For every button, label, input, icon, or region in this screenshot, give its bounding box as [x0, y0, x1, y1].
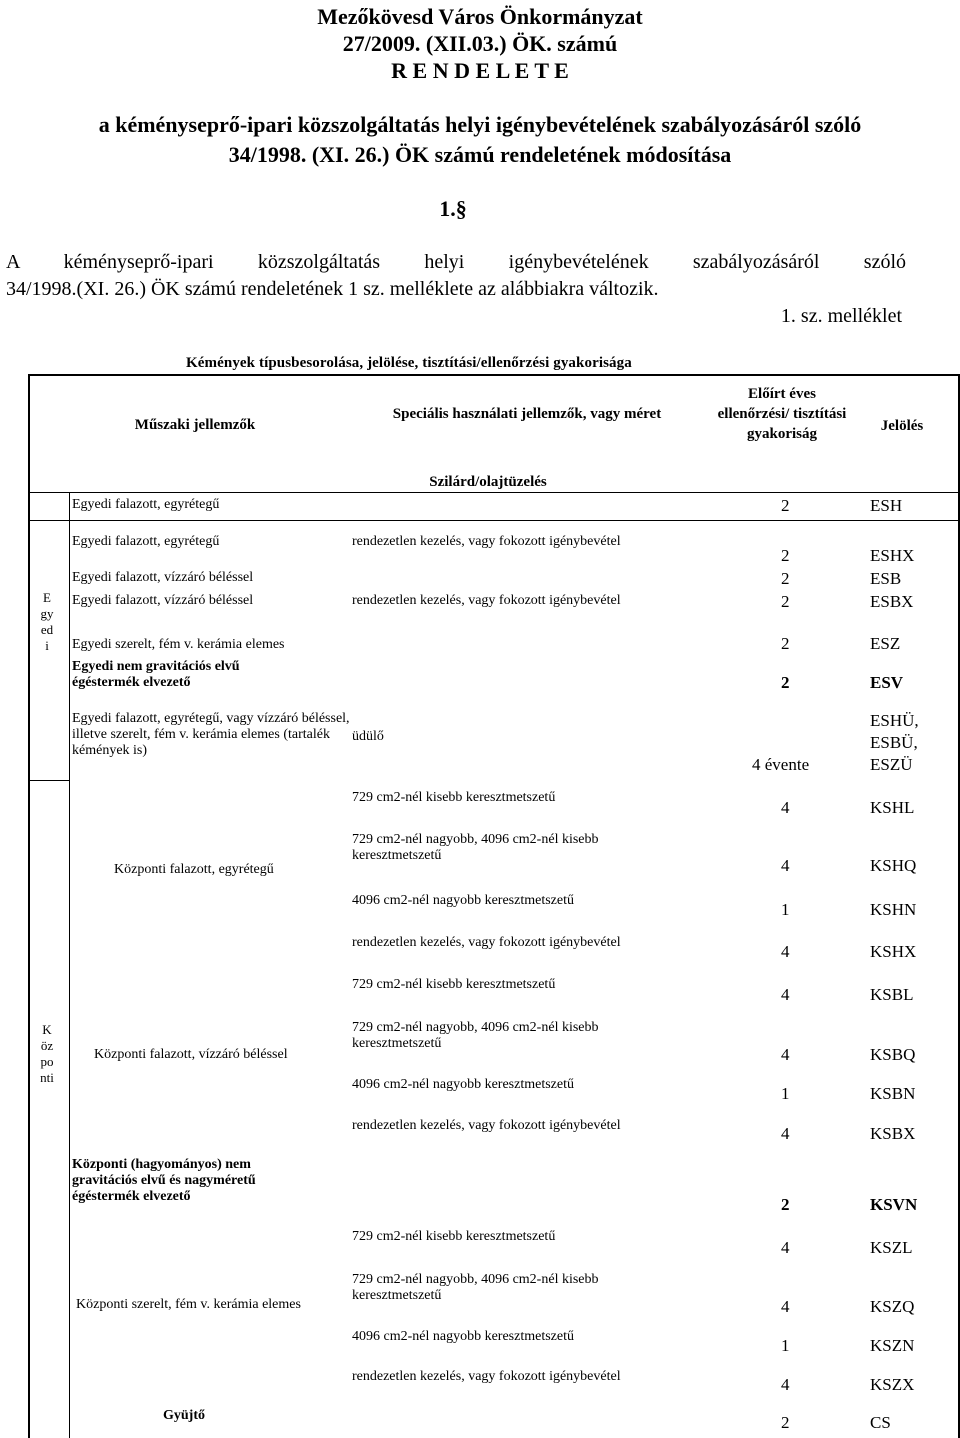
document-type: R E N D E L E T E — [391, 58, 569, 83]
table-row-frequency: 1 — [781, 1336, 790, 1355]
table-row-frequency: 2 — [781, 569, 790, 588]
table-row-mark: ESV — [870, 673, 904, 692]
table-row-special: rendezetlen kezelés, vagy fokozott igénybevétel — [352, 593, 621, 608]
group-label-individual: Egyedi — [40, 590, 54, 653]
table-row-frequency: 4 — [781, 1124, 790, 1143]
table-row-frequency: 4 — [781, 1045, 790, 1064]
table-row-special: 729 cm2-nél nagyobb, 4096 cm2-nél kisebb keresztmetszetű — [352, 1272, 599, 1303]
table-row-tech: Egyedi falazott, vízzáró béléssel — [72, 593, 254, 608]
table-row-mark: KSHL — [870, 798, 915, 817]
decree-subject-line1: a kéményseprő-ipari közszolgáltatás helyi igénybevételének szabályozásáról szóló — [98, 112, 862, 137]
group-label-central: Központi — [40, 1022, 54, 1085]
table-row-frequency: 2 — [781, 592, 790, 611]
decree-subject-line2: 34/1998. (XI. 26.) ÖK számú rendeletének módosítása — [228, 142, 732, 167]
table-top-border — [28, 374, 959, 376]
table-row-mark: KSZL — [870, 1238, 913, 1257]
table-row-tech: Egyedi falazott, egyrétegű — [72, 497, 220, 512]
table-row-tech: Központi falazott, vízzáró béléssel — [94, 1047, 288, 1062]
table-row-frequency: 4 — [781, 942, 790, 961]
body-text-line1: A kéményseprő-ipari közszolgáltatás helyi igénybevételének szabályozásáról szóló — [6, 251, 906, 273]
table-row-special: rendezetlen kezelés, vagy fokozott igénybevétel — [352, 534, 621, 549]
table-row-tech: Egyedi falazott, egyrétegű — [72, 534, 220, 549]
table-row-special: 4096 cm2-nél nagyobb keresztmetszetű — [352, 1329, 574, 1344]
table-row-frequency: 2 — [781, 673, 790, 692]
table-row-frequency: 4 évente — [752, 755, 810, 774]
table-row-tech: Központi (hagyományos) nem gravitációs elvű és nagyméretű égéstermék elvezető — [72, 1157, 256, 1204]
table-row-mark: CS — [870, 1413, 891, 1432]
group-divider — [28, 780, 70, 781]
table-row-frequency: 2 — [781, 1195, 790, 1214]
table-row-frequency: 2 — [781, 546, 790, 565]
table-row-mark: ESHÜ, ESBÜ, ESZÜ — [870, 711, 919, 774]
annex-label: 1. sz. melléklet — [780, 305, 902, 327]
table-row-mark: KSZX — [870, 1375, 915, 1394]
table-row-special: 729 cm2-nél kisebb keresztmetszetű — [352, 1229, 556, 1244]
table-row-mark: KSHQ — [870, 856, 917, 875]
table-row-frequency: 1 — [781, 900, 790, 919]
table-row-mark: ESHX — [870, 546, 915, 565]
table-row-tech: Egyedi szerelt, fém v. kerámia elemes — [72, 637, 285, 652]
table-row-frequency: 1 — [781, 1084, 790, 1103]
table-row-mark: KSBL — [870, 985, 914, 1004]
table-row-frequency: 2 — [781, 496, 790, 515]
table-row-mark: KSZN — [870, 1336, 915, 1355]
column-header-special: Speciális használati jellemzők, vagy méret — [392, 406, 662, 422]
section-number: 1.§ — [439, 196, 467, 221]
table-left-border — [28, 374, 30, 1438]
table-row-mark: KSVN — [870, 1195, 918, 1214]
table-row-mark: KSHX — [870, 942, 917, 961]
table-row-mark: KSHN — [870, 900, 917, 919]
table-row-frequency: 4 — [781, 1238, 790, 1257]
header-divider — [28, 492, 959, 493]
table-row-frequency: 4 — [781, 1297, 790, 1316]
table-row-tech: Egyedi nem gravitációs elvű égéstermék elvezető — [72, 659, 240, 690]
table-row-mark: KSZQ — [870, 1297, 915, 1316]
table-row-frequency: 2 — [781, 634, 790, 653]
fuel-subheader: Szilárd/olajtüzelés — [429, 474, 547, 490]
table-row-special: 729 cm2-nél kisebb keresztmetszetű — [352, 977, 556, 992]
table-row-mark: KSBX — [870, 1124, 916, 1143]
table-row-special: rendezetlen kezelés, vagy fokozott igénybevétel — [352, 935, 621, 950]
table-row-mark: KSBN — [870, 1084, 916, 1103]
table-row-mark: ESH — [870, 496, 903, 515]
column-header-tech: Műszaki jellemzők — [134, 417, 256, 433]
table-row-tech: Egyedi falazott, vízzáró béléssel — [72, 570, 254, 585]
table-row-mark: KSBQ — [870, 1045, 916, 1064]
table-row-frequency: 4 — [781, 856, 790, 875]
table-row-frequency: 4 — [781, 985, 790, 1004]
table-row-mark: ESBX — [870, 592, 914, 611]
table-row-tech: Egyedi falazott, egyrétegű, vagy vízzáró béléssel, illetve szerelt, fém v. kerámia elemes (tartalék kémények is) — [72, 711, 350, 758]
table-row-special: 729 cm2-nél kisebb keresztmetszetű — [352, 790, 556, 805]
table-row-frequency: 4 — [781, 798, 790, 817]
table-row-special: 729 cm2-nél nagyobb, 4096 cm2-nél kisebb keresztmetszetű — [352, 832, 599, 863]
table-row-mark: ESZ — [870, 634, 901, 653]
table-row-special: 4096 cm2-nél nagyobb keresztmetszetű — [352, 893, 574, 908]
table-row-special: rendezetlen kezelés, vagy fokozott igénybevétel — [352, 1369, 621, 1384]
table-row-special: 4096 cm2-nél nagyobb keresztmetszetű — [352, 1077, 574, 1092]
table-row-frequency: 2 — [781, 1413, 790, 1432]
decree-number: 27/2009. (XII.03.) ÖK. számú — [342, 31, 618, 56]
row-divider-1 — [28, 520, 959, 521]
group-column-divider — [69, 492, 70, 1438]
table-row-frequency: 4 — [781, 1375, 790, 1394]
table-row-tech: Központi falazott, egyrétegű — [114, 862, 274, 877]
table-row-special: rendezetlen kezelés, vagy fokozott igénybevétel — [352, 1118, 621, 1133]
table-row-mark: ESB — [870, 569, 902, 588]
table-row-tech: Központi szerelt, fém v. kerámia elemes — [76, 1297, 301, 1312]
document-authority: Mezőkövesd Város Önkormányzat — [317, 4, 643, 29]
table-row-special: 729 cm2-nél nagyobb, 4096 cm2-nél kisebb keresztmetszetű — [352, 1020, 599, 1051]
body-text-line2: 34/1998.(XI. 26.) ÖK számú rendeletének 1 sz. melléklete az alábbiakra változik. — [6, 278, 659, 300]
table-title: Kémények típusbesorolása, jelölése, tisztítási/ellenőrzési gyakorisága — [186, 355, 632, 371]
column-header-frequency: Előírt éves ellenőrzési/ tisztítási gyakoriság — [717, 386, 847, 442]
table-row-tech: Gyüjtő — [163, 1408, 205, 1423]
column-header-mark: Jelölés — [880, 418, 924, 434]
table-row-special: üdülő — [352, 729, 384, 744]
